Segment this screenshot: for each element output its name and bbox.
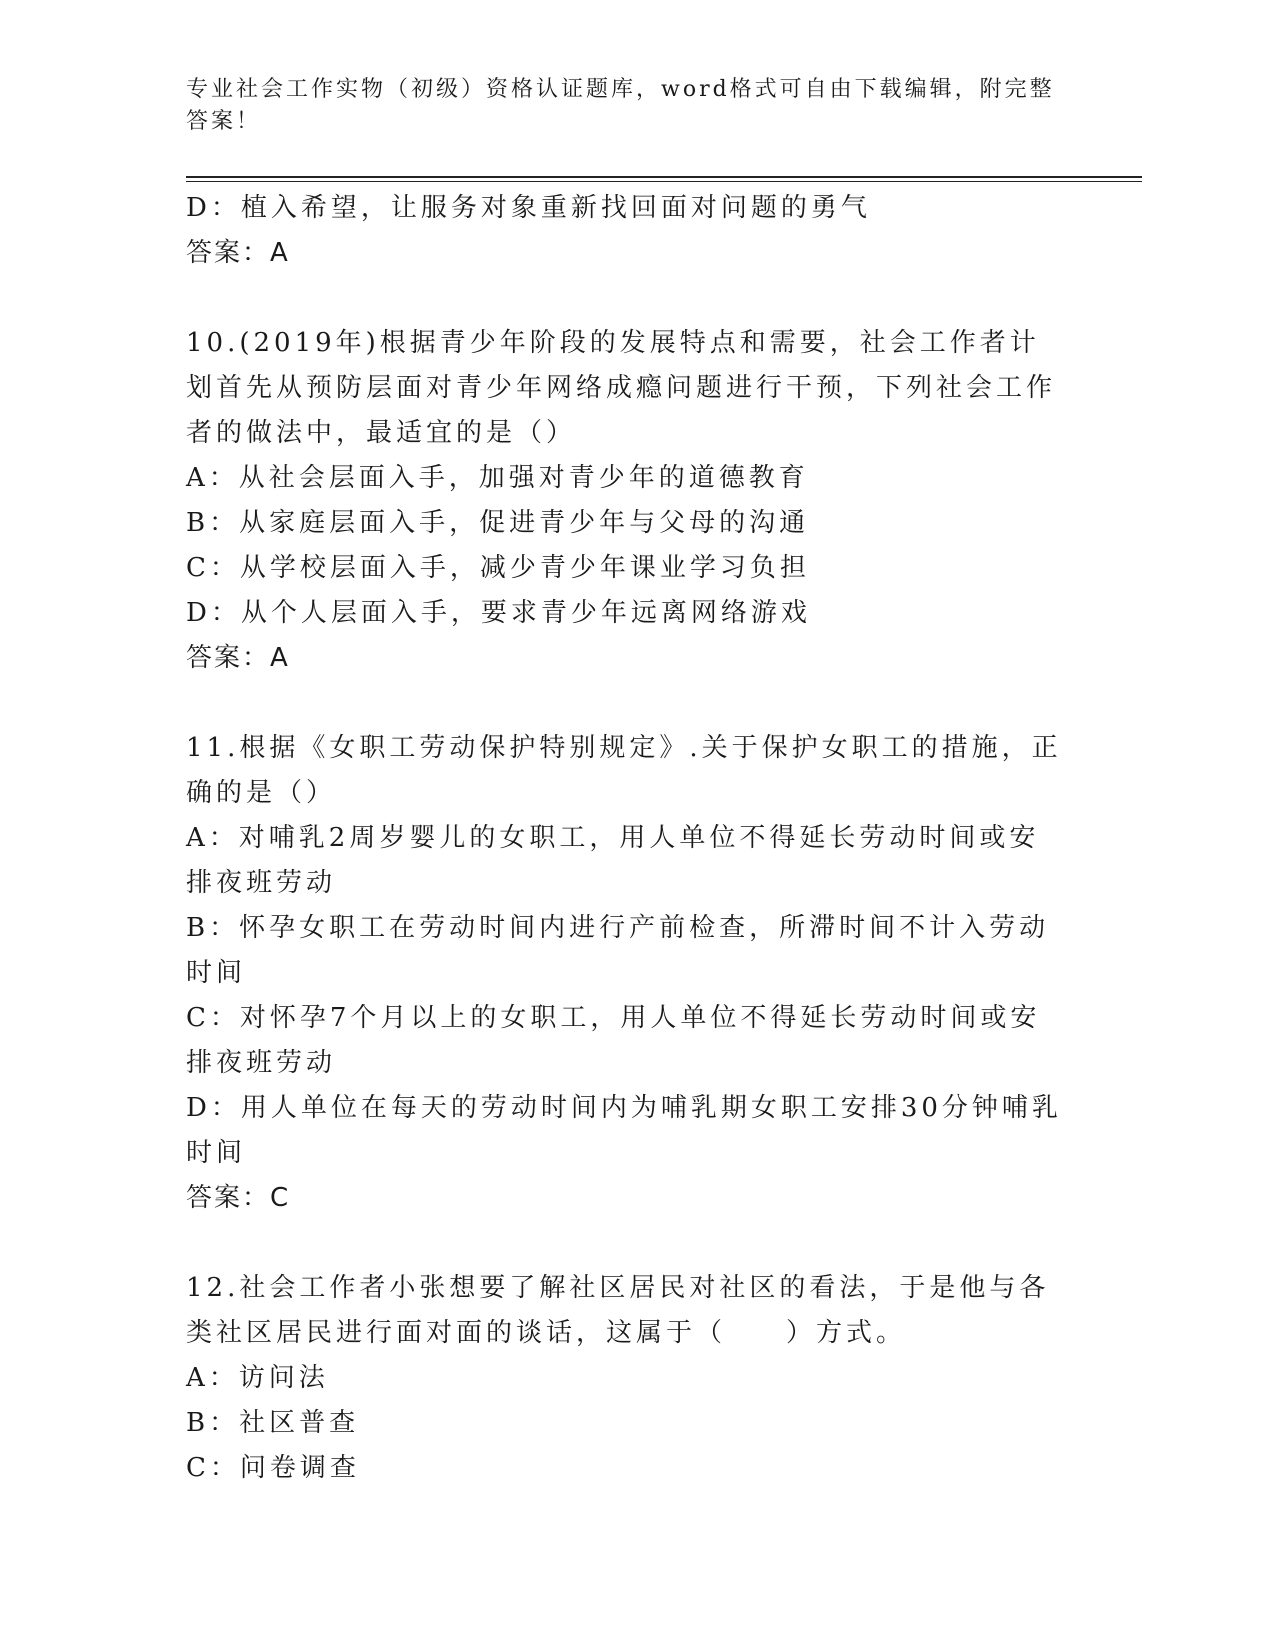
question-10-option-a: A：从社会层面入手，加强对青少年的道德教育 bbox=[186, 463, 809, 493]
question-11-option-c: C：对怀孕7个月以上的女职工，用人单位不得延长劳动时间或安排夜班劳动 bbox=[186, 1003, 1041, 1078]
spacer bbox=[186, 681, 1066, 726]
question-10-stem: 10.(2019年)根据青少年阶段的发展特点和需要，社会工作者计划首先从预防层面对青少年网络成瘾问题进行干预，下列社会工作者的做法中，最适宜的是（） bbox=[186, 328, 1057, 448]
prev-answer: 答案：A bbox=[186, 238, 290, 268]
question-10-option-b: B：从家庭层面入手，促进青少年与父母的沟通 bbox=[186, 508, 810, 538]
spacer bbox=[186, 276, 1066, 321]
question-10-option-d: D：从个人层面入手，要求青少年远离网络游戏 bbox=[186, 598, 811, 628]
question-11-option-d: D：用人单位在每天的劳动时间内为哺乳期女职工安排30分钟哺乳时间 bbox=[186, 1093, 1062, 1168]
question-11-stem: 11.根据《女职工劳动保护特别规定》.关于保护女职工的措施，正确的是（） bbox=[186, 733, 1062, 808]
question-10-answer: 答案：A bbox=[186, 643, 290, 673]
spacer bbox=[186, 1221, 1066, 1266]
question-12-stem: 12.社会工作者小张想要了解社区居民对社区的看法，于是他与各类社区居民进行面对面的谈话，这属于（ ）方式。 bbox=[186, 1273, 1050, 1348]
header-divider bbox=[186, 176, 1142, 182]
question-10-option-c: C：从学校层面入手，减少青少年课业学习负担 bbox=[186, 553, 810, 583]
question-11-answer: 答案：C bbox=[186, 1183, 291, 1213]
page-header bbox=[186, 74, 1066, 138]
question-content bbox=[186, 186, 1066, 1491]
question-12-option-b: B：社区普查 bbox=[186, 1408, 360, 1438]
question-12-option-a: A：访问法 bbox=[186, 1363, 329, 1393]
header-text: 专业社会工作实物（初级）资格认证题库，word格式可自由下载编辑，附完整答案！ bbox=[186, 77, 1055, 134]
prev-option-d: D：植入希望，让服务对象重新找回面对问题的勇气 bbox=[186, 193, 871, 223]
question-12-option-c: C：问卷调查 bbox=[186, 1453, 360, 1483]
question-11-option-a: A：对哺乳2周岁婴儿的女职工，用人单位不得延长劳动时间或安排夜班劳动 bbox=[186, 823, 1040, 898]
question-11-option-b: B：怀孕女职工在劳动时间内进行产前检查，所滞时间不计入劳动时间 bbox=[186, 913, 1050, 988]
